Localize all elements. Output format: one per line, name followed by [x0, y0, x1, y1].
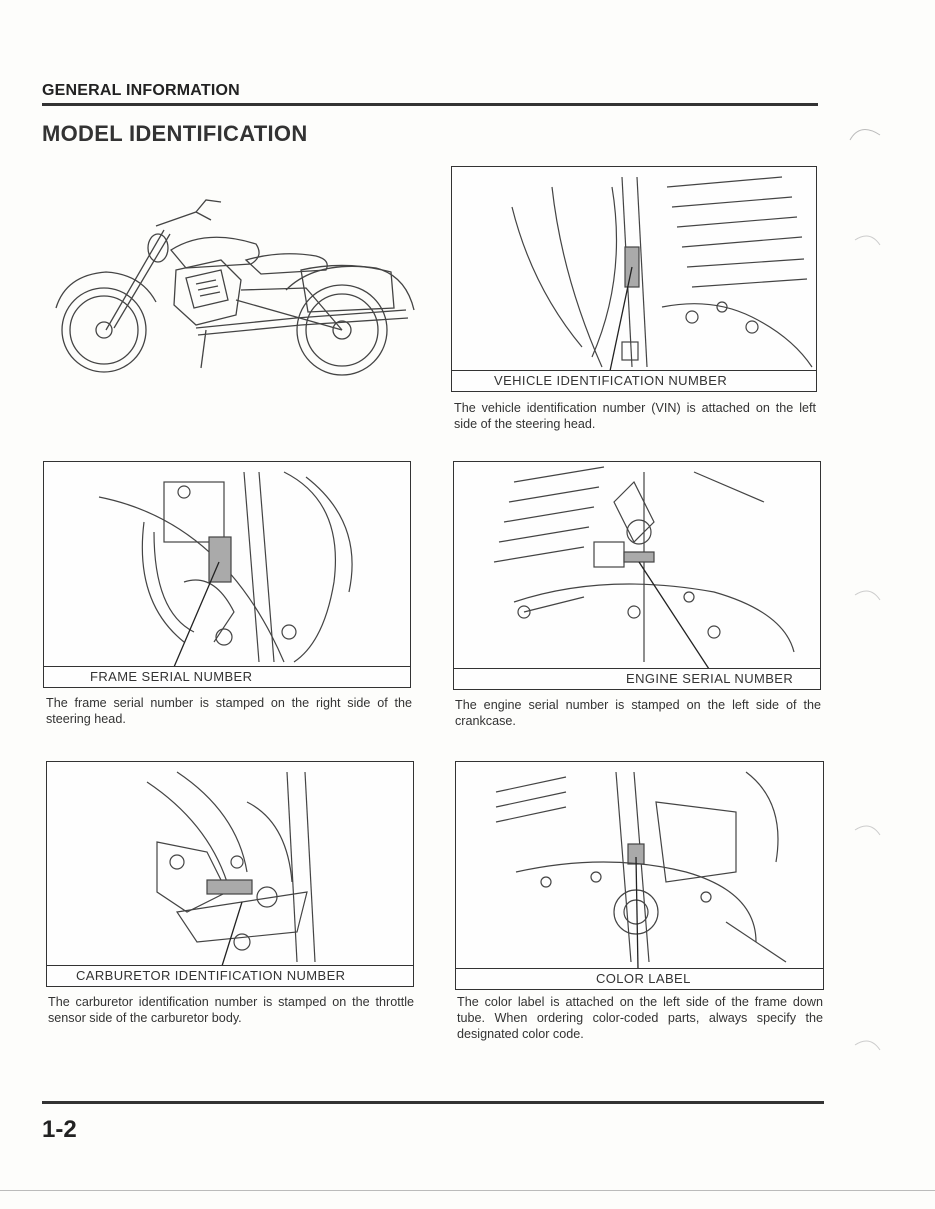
binder-hole-mark	[850, 580, 890, 620]
binder-hole-mark	[850, 225, 890, 265]
steering-head-illustration	[452, 167, 816, 371]
carburetor-illustration	[47, 762, 413, 966]
motorcycle-illustration	[46, 190, 426, 380]
vin-figure	[451, 166, 817, 392]
color-label-caption: The color label is attached on the left side of the frame down tube. When ordering color-coded parts, always specify the designated color code.	[457, 995, 823, 1041]
binder-hole-mark	[850, 1030, 890, 1070]
engine-serial-figure	[453, 461, 821, 690]
color-label-figure	[455, 761, 824, 990]
frame-serial-caption: The frame serial number is stamped on the right side of the steering head.	[46, 696, 412, 726]
vin-caption: The vehicle identification number (VIN) is attached on the left side of the steering head.	[454, 401, 816, 431]
carburetor-label: CARBURETOR IDENTIFICATION NUMBER	[47, 965, 413, 986]
scan-edge	[0, 1190, 935, 1191]
section-title: GENERAL INFORMATION	[42, 82, 240, 99]
frame-serial-figure	[43, 461, 411, 688]
footer-rule	[42, 1101, 824, 1104]
frame-down-tube-illustration	[456, 762, 823, 969]
header-rule	[42, 103, 818, 106]
frame-serial-label: FRAME SERIAL NUMBER	[44, 666, 410, 687]
frame-illustration	[44, 462, 410, 667]
binder-hole-mark	[845, 120, 885, 160]
carburetor-figure	[46, 761, 414, 987]
engine-illustration	[454, 462, 820, 669]
page-number: 1-2	[42, 1116, 77, 1143]
vin-label: VEHICLE IDENTIFICATION NUMBER	[452, 370, 816, 391]
color-label-label: COLOR LABEL	[456, 968, 823, 989]
carburetor-caption: The carburetor identification number is stamped on the throttle sensor side of the carburetor body.	[48, 995, 414, 1025]
page-title: MODEL IDENTIFICATION	[42, 121, 308, 146]
engine-serial-caption: The engine serial number is stamped on the left side of the crankcase.	[455, 698, 821, 728]
engine-serial-label: ENGINE SERIAL NUMBER	[454, 668, 820, 689]
binder-hole-mark	[850, 815, 890, 855]
